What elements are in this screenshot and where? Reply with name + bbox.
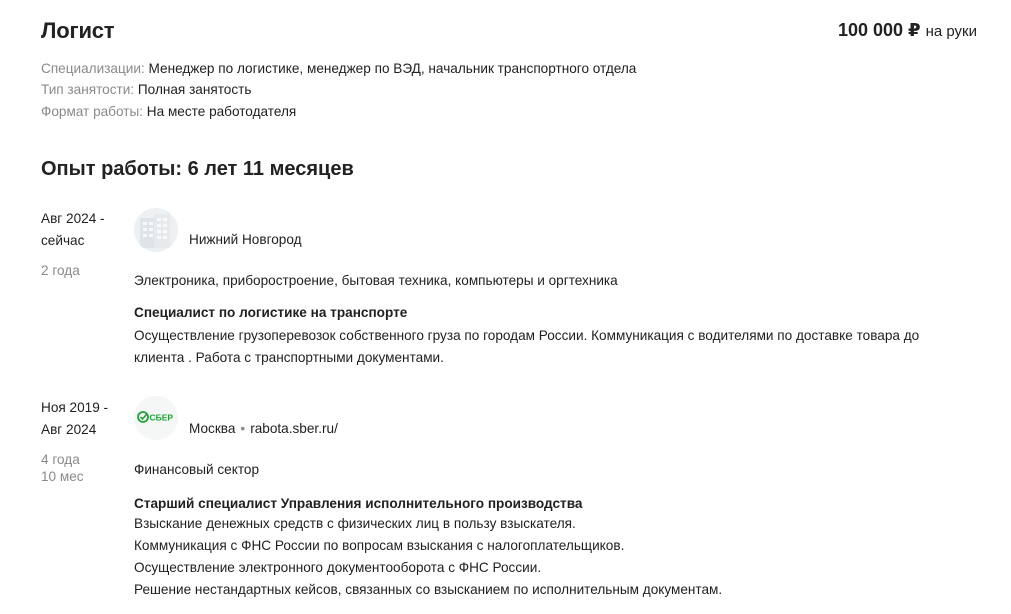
separator-dot: •: [240, 421, 246, 436]
job-description-line: Коммуникация с ФНС России по вопросам взыскания с налогоплательщиков.: [134, 538, 625, 553]
sber-logo-icon: [134, 396, 178, 440]
building-logo-icon: [134, 208, 178, 252]
sber-logo-text: СБЕР: [149, 412, 174, 423]
specializations-value: Менеджер по логистике, менеджер по ВЭД, начальник транспортного отдела: [148, 61, 637, 76]
job-description-line: Взыскание денежных средств с физических лиц в пользу взыскателя.: [134, 516, 576, 531]
job-period: [41, 397, 108, 441]
employment-value: Полная занятость: [137, 82, 252, 97]
job-duration-months: 10 мес: [41, 469, 84, 484]
job-duration: [41, 262, 80, 279]
job-duration-years: 2 года: [41, 263, 80, 278]
job-location: Москва: [189, 421, 236, 436]
salary-amount: 100 000 ₽: [837, 20, 921, 40]
job-description-line: Осуществление грузоперевозок собственного груза по городам России. Коммуникация с водителями по доставке товара до: [134, 328, 920, 343]
job-duration: [41, 451, 84, 485]
job-company: [189, 421, 338, 436]
job-period-end: Авг 2024: [41, 422, 97, 437]
specializations-row: [41, 61, 636, 76]
job-position: Старший специалист Управления исполнительного производства: [134, 496, 583, 511]
resume-title: Логист: [41, 18, 115, 43]
job-location: Нижний Новгород: [189, 232, 302, 247]
job-industry: Электроника, приборостроение, бытовая техника, компьютеры и оргтехника: [134, 273, 618, 288]
specializations-label: Специализации:: [41, 61, 145, 76]
employment-label: Тип занятости:: [41, 82, 135, 97]
experience-heading: Опыт работы: 6 лет 11 месяцев: [41, 158, 354, 180]
job-description: [134, 325, 984, 369]
job-company: [189, 232, 302, 247]
job-position: Специалист по логистике на транспорте: [134, 305, 408, 320]
job-period-end: сейчас: [41, 233, 85, 248]
work-format-label: Формат работы:: [41, 104, 144, 119]
job-period: [41, 208, 105, 252]
job-website-link[interactable]: rabota.sber.ru/: [250, 421, 338, 436]
job-period-start: Авг 2024 -: [41, 211, 105, 226]
job-description-line: Осуществление электронного документооборота с ФНС России.: [134, 560, 542, 575]
job-description-line: Решение нестандартных кейсов, связанных со взысканием по исполнительным документам.: [134, 582, 723, 597]
work-format-row: [41, 104, 296, 119]
job-duration-years: 4 года: [41, 452, 80, 467]
job-description-line: клиента . Работа с транспортными документами.: [134, 350, 444, 365]
job-period-start: Ноя 2019 -: [41, 400, 109, 415]
job-description: [134, 513, 984, 601]
employment-row: [41, 82, 251, 97]
salary: [838, 20, 977, 41]
salary-suffix: на руки: [925, 23, 977, 40]
job-industry: Финансовый сектор: [134, 462, 260, 477]
work-format-value: На месте работодателя: [146, 104, 297, 119]
